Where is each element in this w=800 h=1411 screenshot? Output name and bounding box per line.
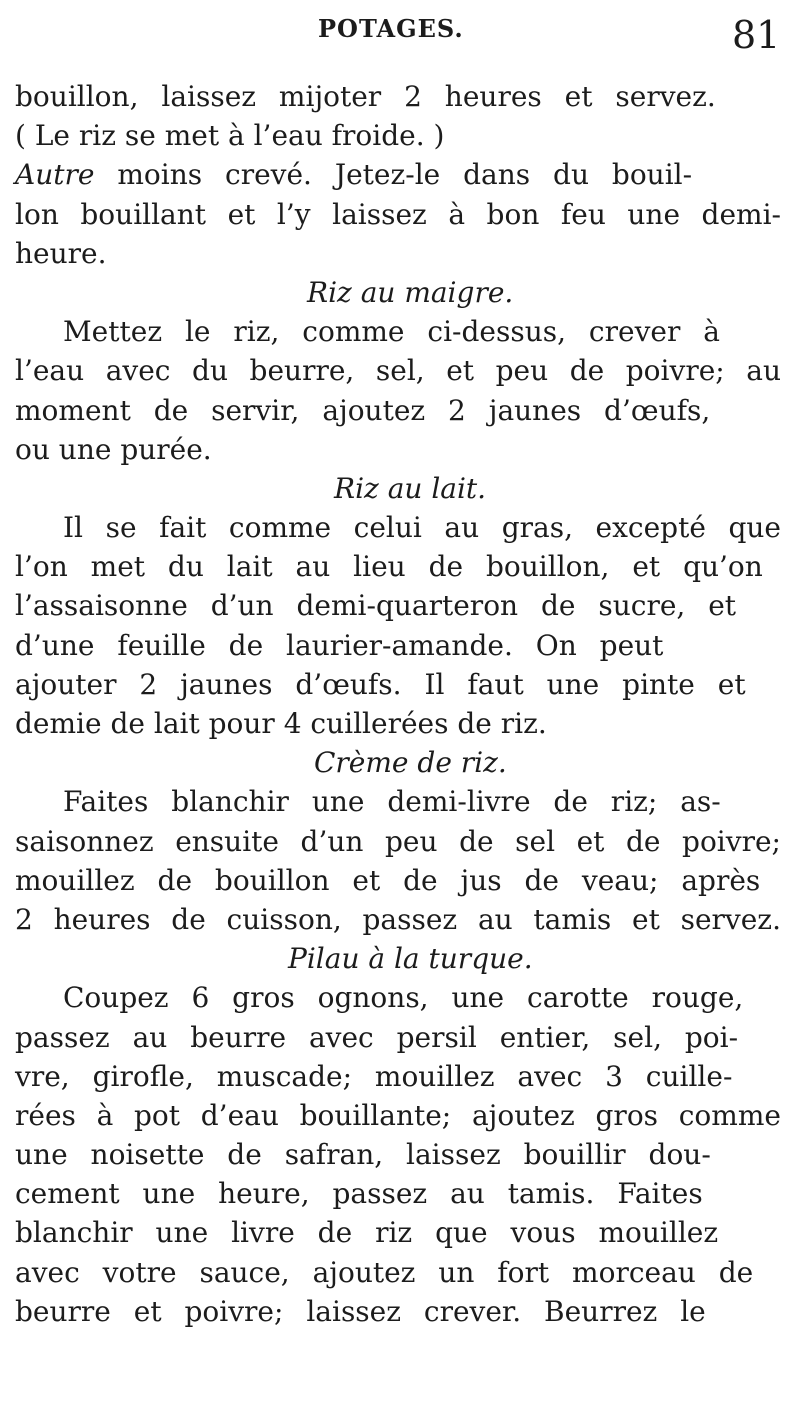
- text-line: [0, 1135, 800, 1174]
- text-line: [0, 822, 800, 861]
- text-line-content: cement une heure, passez au tamis. Faites: [15, 1177, 703, 1211]
- text-line: [0, 391, 800, 430]
- text-line-content: Coupez 6 gros ognons, une carotte rouge,: [63, 981, 744, 1015]
- text-line-content: vre, girofle, muscade; mouillez avec 3 cuille-: [15, 1059, 733, 1093]
- text-line: [0, 978, 800, 1017]
- text-line-content: heure.: [15, 236, 107, 270]
- text-line-content: mouillez de bouillon et de jus de veau; après: [15, 863, 761, 897]
- text-line-content: passez au beurre avec persil entier, sel, poi-: [15, 1020, 739, 1054]
- text-line: [0, 351, 800, 390]
- text-line: [0, 195, 800, 234]
- section-heading: [0, 939, 800, 978]
- text-line-content: Faites blanchir une demi-livre de riz; as-: [63, 785, 721, 819]
- text-line-content: rées à pot d’eau bouillante; ajoutez gros comme: [15, 1098, 781, 1132]
- heading-text: Riz au maigre.: [307, 275, 514, 309]
- body-text: [0, 77, 800, 1331]
- text-line: [0, 234, 800, 273]
- running-title: POTAGES.: [318, 14, 464, 43]
- text-line: [0, 1292, 800, 1331]
- text-line-content: 2 heures de cuisson, passez au tamis et servez.: [15, 902, 781, 936]
- text-line: [0, 312, 800, 351]
- text-line: [0, 1213, 800, 1252]
- text-line: [0, 1174, 800, 1213]
- text-line-content: l’on met du lait au lieu de bouillon, et qu’on: [15, 550, 763, 584]
- text-line-content: beurre et poivre; laissez crever. Beurrez le: [15, 1294, 706, 1328]
- text-line: [0, 626, 800, 665]
- text-line: [0, 586, 800, 625]
- text-line: [0, 704, 800, 743]
- heading-text: Pilau à la turque.: [288, 942, 533, 976]
- text-line-content: l’assaisonne d’un demi-quarteron de sucre, et: [15, 589, 737, 623]
- text-line-content: bouillon, laissez mijoter 2 heures et servez.: [15, 80, 716, 113]
- text-line: [0, 77, 800, 116]
- text-line-content: moment de servir, ajoutez 2 jaunes d’œufs,: [15, 393, 711, 427]
- text-line: [0, 1096, 800, 1135]
- text-line-content: ( Le riz se met à l’eau froide. ): [15, 119, 445, 153]
- text-line-content: Il se fait comme celui au gras, excepté que: [63, 511, 781, 545]
- text-line-content: [15, 155, 692, 194]
- text-line-content: avec votre sauce, ajoutez un fort morceau de: [15, 1255, 754, 1289]
- text-line-content: une noisette de safran, laissez bouillir dou-: [15, 1138, 711, 1172]
- text-line-content: lon bouillant et l’y laissez à bon feu une demi-: [15, 197, 782, 231]
- text-line: [0, 782, 800, 821]
- text-line: [0, 547, 800, 586]
- text-line: [0, 900, 800, 939]
- text-line-content: Mettez le riz, comme ci-dessus, crever à: [63, 315, 720, 349]
- text-line: [0, 861, 800, 900]
- text-line: [0, 1253, 800, 1292]
- text-line-content: blanchir une livre de riz que vous mouillez: [15, 1216, 719, 1250]
- section-heading: [0, 273, 800, 312]
- lead-rest: moins crevé. Jetez-le dans du bouil-: [94, 158, 693, 192]
- text-line-content: d’une feuille de laurier-amande. On peut: [15, 628, 664, 662]
- page-number: 81: [732, 13, 781, 57]
- text-line-content: demie de lait pour 4 cuillerées de riz.: [15, 707, 547, 740]
- lead-word: Autre: [15, 158, 95, 192]
- text-line: [0, 430, 800, 469]
- text-line-content: ou une purée.: [15, 432, 212, 466]
- text-line-content: ajouter 2 jaunes d’œufs. Il faut une pinte et: [15, 667, 746, 701]
- running-head: [0, 10, 800, 60]
- section-heading: [0, 469, 800, 508]
- text-line: [0, 665, 800, 704]
- section-heading: [0, 743, 800, 782]
- text-line-content: saisonnez ensuite d’un peu de sel et de poivre;: [15, 824, 781, 858]
- heading-text: Crème de riz.: [314, 746, 507, 780]
- text-line-content: l’eau avec du beurre, sel, et peu de poivre; au: [15, 354, 781, 388]
- text-line: [0, 508, 800, 547]
- text-line: [0, 1057, 800, 1096]
- text-line: [0, 155, 800, 194]
- text-line: [0, 116, 800, 155]
- text-line: [0, 1018, 800, 1057]
- heading-text: Riz au lait.: [334, 471, 487, 505]
